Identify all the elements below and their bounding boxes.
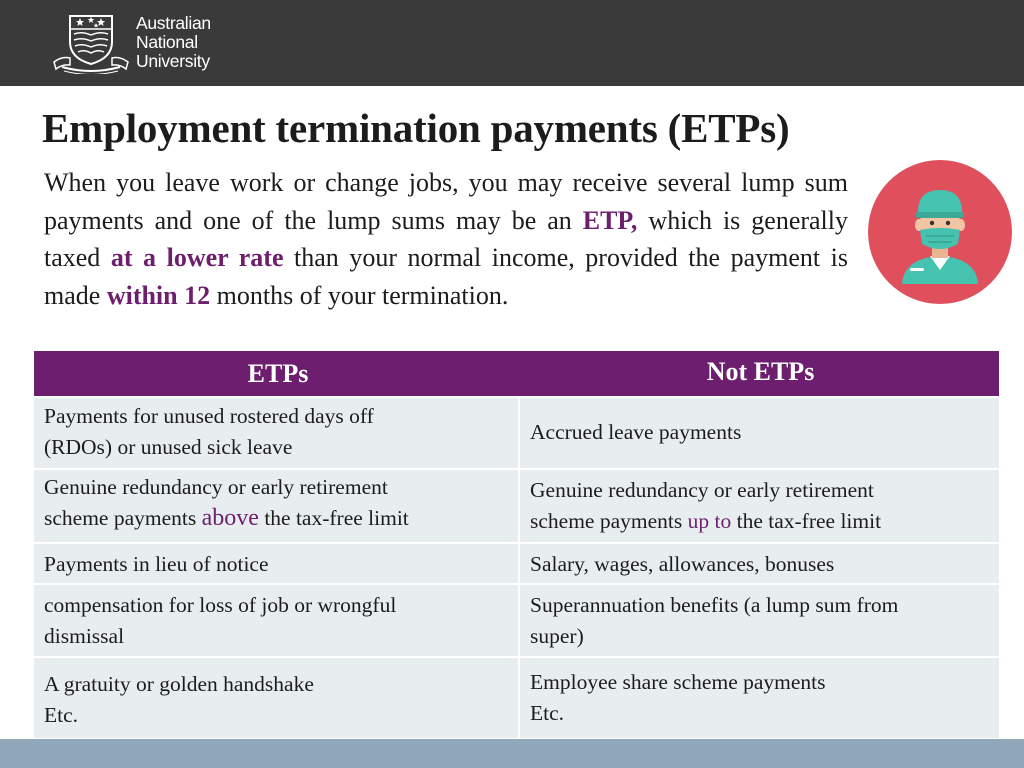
highlight-above: above [201, 504, 259, 531]
header-not-etps: Not ETPs [706, 356, 815, 386]
cell-line: super) [530, 623, 584, 648]
cell-line: Salary, wages, allowances, bonuses [530, 552, 835, 576]
table-row [34, 583, 999, 656]
highlight-up-to: up to [687, 508, 732, 533]
cell-line: Payments for unused rostered days off [44, 404, 374, 428]
table-row [34, 656, 999, 738]
table-cell-not-etp [520, 585, 999, 656]
cell-line: dismissal [44, 623, 125, 648]
cell-text: scheme payments [530, 508, 688, 533]
highlight-etp: ETP, [582, 205, 638, 235]
intro-text-3: than your normal income, provided the payment is made [44, 243, 848, 310]
header-etps: ETPs [247, 358, 309, 388]
table-cell-etp [34, 470, 520, 542]
intro-paragraph [44, 164, 848, 314]
logo-line-1: Australian [136, 13, 211, 33]
table-row [34, 542, 999, 583]
highlight-within: within 12 [106, 280, 211, 310]
cell-line: Payments in lieu of notice [44, 552, 269, 576]
cell-line: Genuine redundancy or early retirement [530, 478, 874, 502]
cell-text: the tax-free limit [258, 505, 409, 530]
cell-text: the tax-free limit [731, 508, 882, 533]
logo-line-3: University [136, 51, 210, 71]
highlight-lower-rate: at a lower rate [110, 243, 284, 272]
anu-crest-icon [52, 12, 130, 74]
table-cell-not-etp [520, 544, 999, 583]
table-cell-etp [34, 585, 520, 656]
table-cell-etp [34, 398, 520, 468]
table-header [34, 351, 999, 396]
slide-title: Employment termination payments (ETPs) [42, 105, 790, 151]
table-row [34, 468, 999, 542]
intro-text-2: which is generally taxed [44, 205, 848, 272]
table-row [34, 396, 999, 468]
table-cell-etp [34, 544, 520, 583]
table-cell-not-etp [520, 398, 999, 468]
cell-line: Accrued leave payments [530, 420, 742, 444]
table-cell-etp [34, 658, 520, 738]
top-bar [0, 0, 1024, 86]
university-name [136, 14, 211, 71]
table-cell-not-etp [520, 470, 999, 542]
intro-text-4: months of your termination. [210, 280, 509, 310]
cell-line: compensation for loss of job or wrongful [44, 593, 397, 617]
logo-line-2: National [136, 32, 198, 52]
intro-text-1: When you leave work or change jobs, you may receive several lump sum payments and one of the lump sums may be an [44, 168, 848, 235]
cell-line [44, 503, 508, 534]
cell-line: Superannuation benefits (a lump sum from [530, 593, 899, 617]
cell-line: Etc. [530, 700, 565, 725]
medical-worker-icon [868, 160, 1012, 304]
cell-line: Etc. [44, 702, 79, 727]
bottom-bar [0, 739, 1024, 768]
cell-line: (RDOs) or unused sick leave [44, 434, 293, 459]
table-cell-not-etp [520, 658, 999, 738]
anu-logo [52, 10, 232, 76]
cell-line: A gratuity or golden handshake [44, 672, 314, 696]
cell-line [530, 506, 989, 537]
cell-line: Employee share scheme payments [530, 670, 826, 694]
cell-text: scheme payments [44, 505, 202, 530]
cell-line: Genuine redundancy or early retirement [44, 475, 388, 499]
etp-comparison-table [34, 351, 999, 738]
